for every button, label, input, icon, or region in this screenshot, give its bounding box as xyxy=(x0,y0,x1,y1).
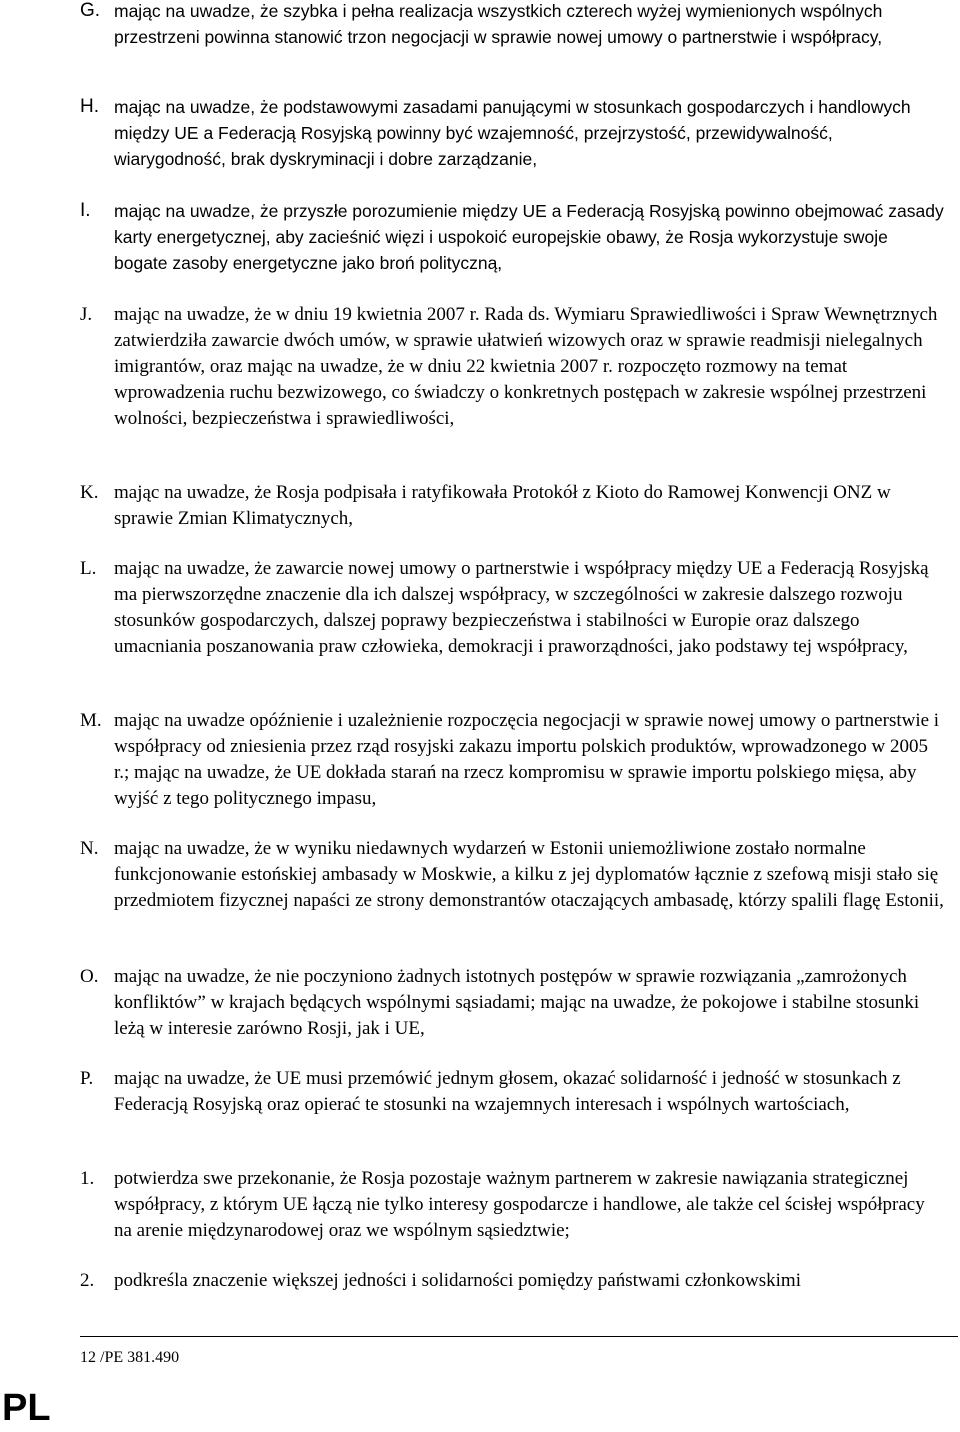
recital-marker: I. xyxy=(80,200,91,221)
recital-marker: K. xyxy=(80,482,99,503)
language-code: PL xyxy=(2,1387,51,1429)
recital-marker: N. xyxy=(80,838,99,859)
recital-text: mając na uwadze, że Rosja podpisała i ratyfikowała Protokół z Kioto do Ramowej Konwencji ONZ w sprawie Zmian Klimatycznych, xyxy=(114,482,891,529)
recital-text: mając na uwadze, że zawarcie nowej umowy o partnerstwie i współpracy między UE a Federacją Rosyjską ma pierwszorzędne znaczenie dla ich dalszej współpracy, w szczególności w zakresie dalszego rozwoju stosunków gospodarczych, dalszej poprawy bezpieczeństwa i stabilności w Europie oraz dalszego umacniania poszanowania praw człowieka, demokracji i praworządności, jako podstawy tej współpracy, xyxy=(114,558,929,657)
recital-marker: J. xyxy=(80,304,93,325)
recital-marker: M. xyxy=(80,710,102,731)
recital-marker: O. xyxy=(80,966,99,987)
paragraph-text: podkreśla znaczenie większej jedności i solidarności pomiędzy państwami członkowskimi xyxy=(114,1270,801,1291)
recital-text: mając na uwadze, że UE musi przemówić jednym głosem, okazać solidarność i jedność w stosunkach z Federacją Rosyjską oraz opierać te stosunki na wzajemnych interesach i wspólnych wartościach, xyxy=(114,1068,901,1115)
recital-text: mając na uwadze, że w dniu 19 kwietnia 2007 r. Rada ds. Wymiaru Sprawiedliwości i Spraw Wewnętrznych zatwierdziła zawarcie dwóch umów, w sprawie ułatwień wizowych oraz w sprawie readmisji nielegalnych imigrantów, oraz mając na uwadze, że w dniu 22 kwietnia 2007 r. rozpoczęto rozmowy na temat wprowadzenia ruchu bezwizowego, co świadczy o konkretnych postępach w zakresie wspólnej przestrzeni wolności, bezpieczeństwa i sprawiedliwości, xyxy=(114,304,938,429)
footer-divider xyxy=(80,1336,958,1337)
recital-marker: P. xyxy=(80,1068,94,1089)
paragraph-text: potwierdza swe przekonanie, że Rosja pozostaje ważnym partnerem w zakresie nawiązania strategicznej współpracy, z którym UE łączą nie tylko interesy gospodarcze i handlowe, ale także cel ścisłej współpracy na arenie międzynarodowej oraz we wspólnym sąsiedztwie; xyxy=(114,1168,925,1241)
paragraph-marker: 2. xyxy=(80,1270,95,1291)
recital-text: mając na uwadze opóźnienie i uzależnienie rozpoczęcia negocjacji w sprawie nowej umowy o partnerstwie i współpracy od zniesienia przez rząd rosyjski zakazu importu polskich produktów, wprowadzonego w 2005 r.; mając na uwadze, że UE dokłada starań na rzecz kompromisu w sprawie importu polskiego mięsa, aby wyjść z tego politycznego impasu, xyxy=(114,710,940,809)
recital-marker: H. xyxy=(80,96,99,117)
recital-text: mając na uwadze, że nie poczyniono żadnych istotnych postępów w sprawie rozwiązania „zamrożonych konfliktów” w krajach będących wspólnymi sąsiadami; mając na uwadze, że pokojowe i stabilne stosunki leżą w interesie zarówno Rosji, jak i UE, xyxy=(114,966,920,1039)
recital-text: mając na uwadze, że podstawowymi zasadami panującymi w stosunkach gospodarczych i handlowych między UE a Federacją Rosyjską powinny być wzajemność, przejrzystość, przewidywalność, wiarygodność, brak dyskryminacji i dobre zarządzanie, xyxy=(114,97,911,169)
recital-text: mając na uwadze, że szybka i pełna realizacja wszystkich czterech wyżej wymienionych wspólnych przestrzeni powinna stanowić trzon negocjacji w sprawie nowej umowy o partnerstwie i współpracy, xyxy=(114,1,883,47)
paragraph-marker: 1. xyxy=(80,1168,95,1189)
recital-marker: L. xyxy=(80,558,97,579)
recital-marker: G. xyxy=(80,0,101,21)
document-reference: 12 /PE 381.490 xyxy=(80,1349,180,1366)
recital-text: mając na uwadze, że w wyniku niedawnych wydarzeń w Estonii uniemożliwione zostało normalne funkcjonowanie estońskiej ambasady w Moskwie, a kilku z jej dyplomatów łącznie z szefową misji stało się przedmiotem fizycznej napaści ze strony demonstrantów otaczających ambasadę, którzy spalili flagę Estonii, xyxy=(114,838,944,911)
recital-text: mając na uwadze, że przyszłe porozumienie między UE a Federacją Rosyjską powinno obejmować zasady karty energetycznej, aby zacieśnić więzi i uspokoić europejskie obawy, że Rosja wykorzystuje swoje bogate zasoby energetyczne jako broń polityczną, xyxy=(114,201,944,273)
